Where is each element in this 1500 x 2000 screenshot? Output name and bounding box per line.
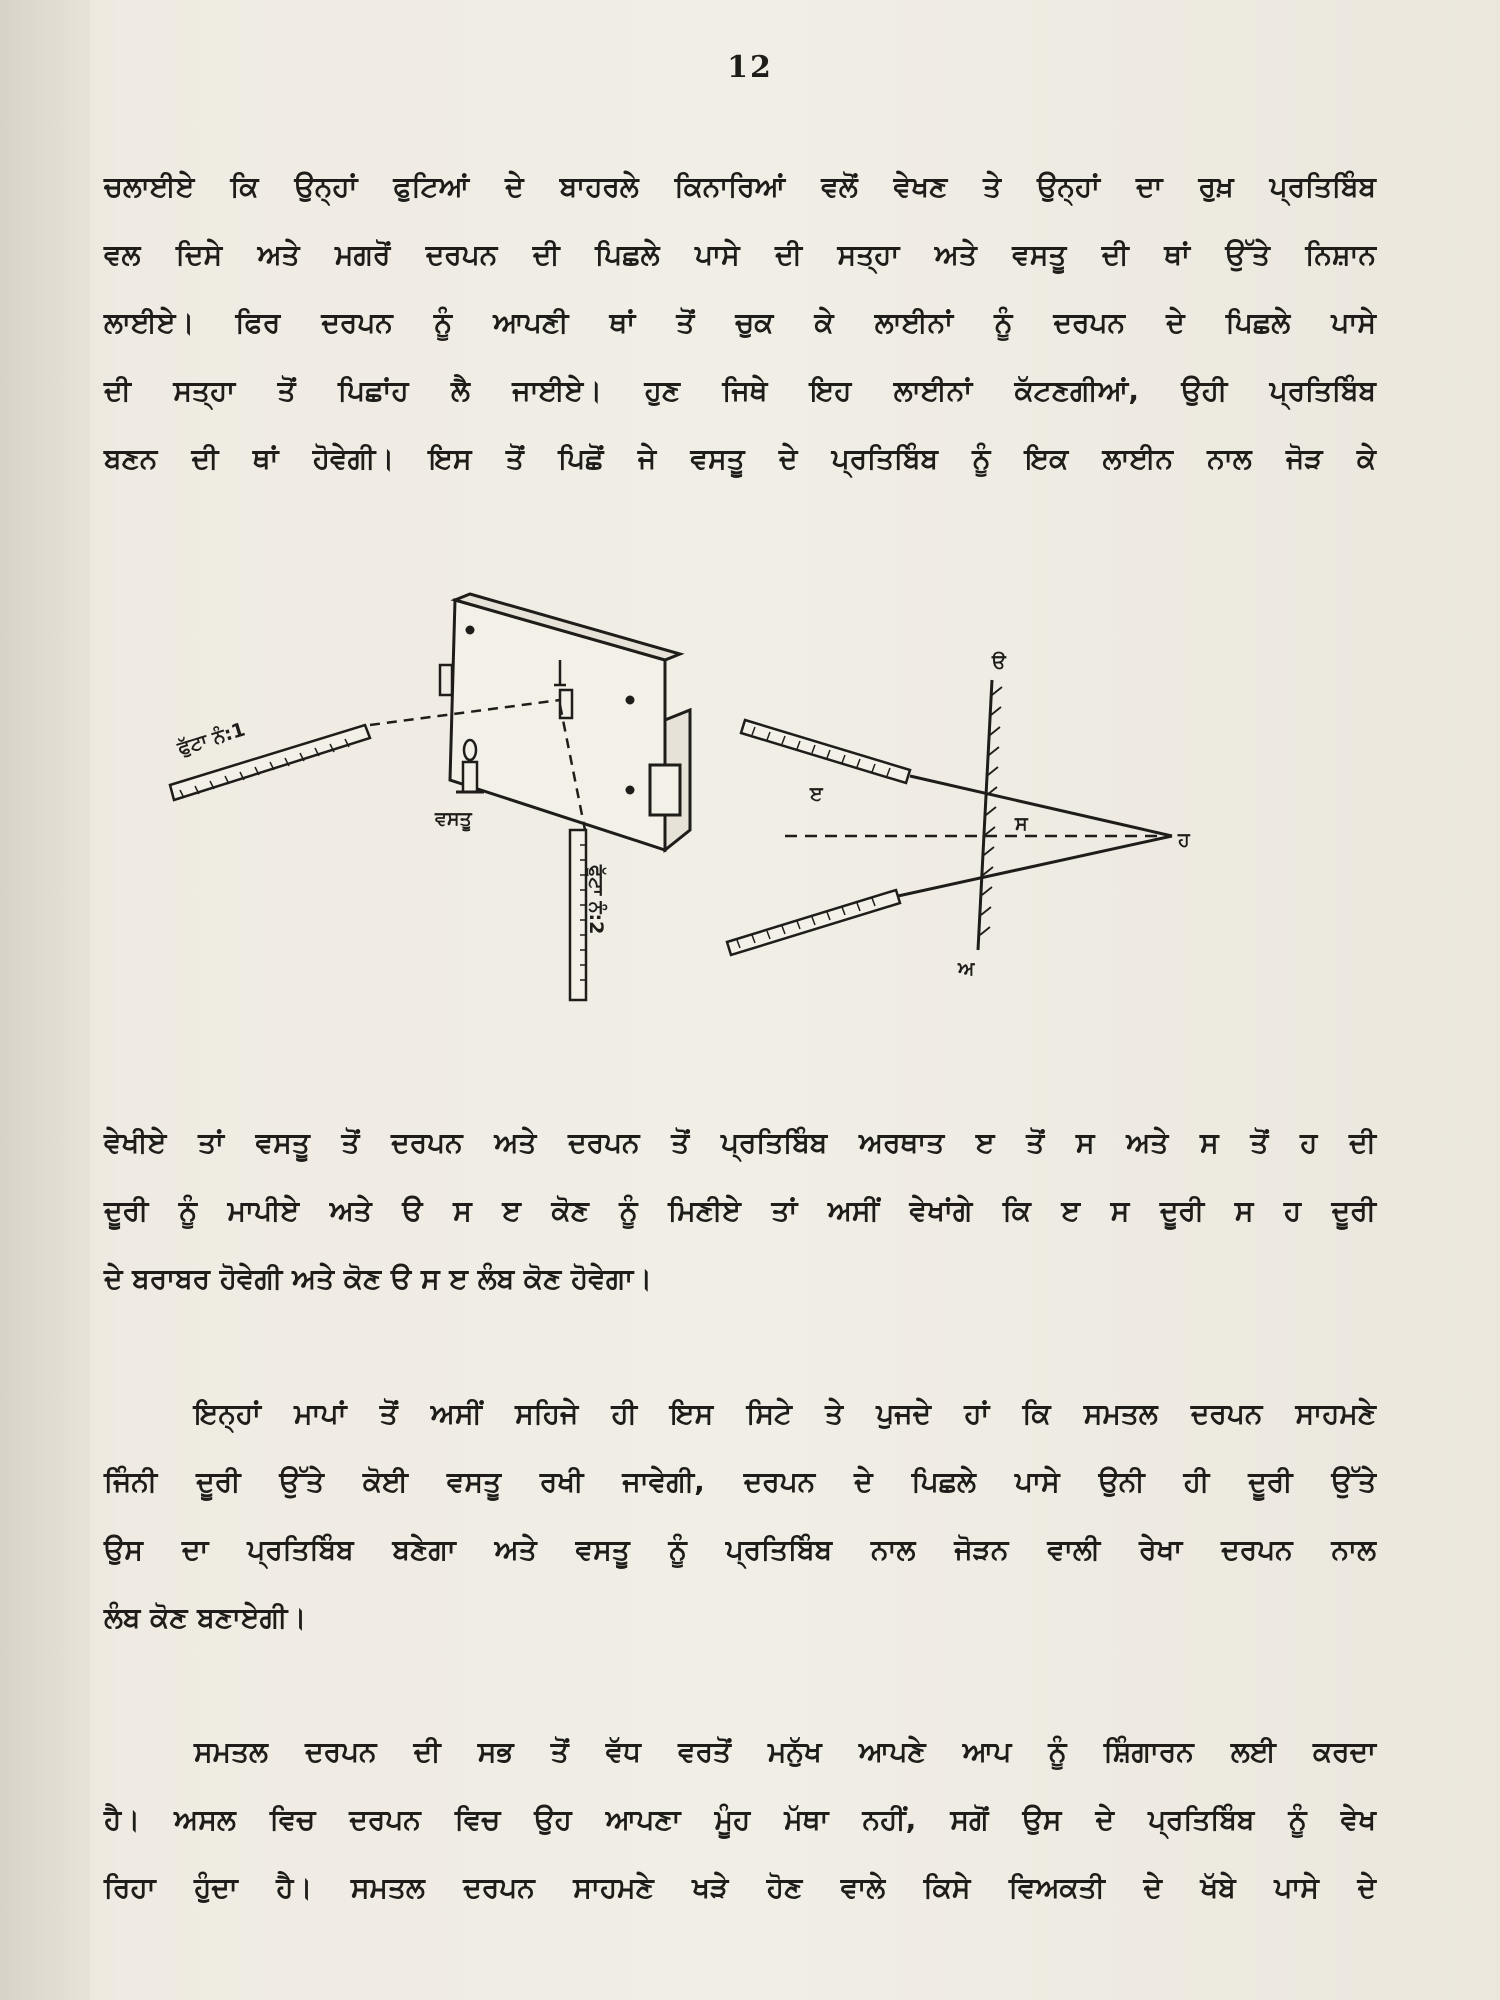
left-diagram xyxy=(170,594,690,1000)
text-line: ਬਣਨ ਦੀ ਥਾਂ ਹੋਵੇਗੀ। ਇਸ ਤੋਂ ਪਿਛੋਂ ਜੇ ਵਸਤੂ ਦੇ ਪ੍ਰਤਿਬਿੰਬ ਨੂੰ ਇਕ ਲਾਈਨ ਨਾਲ ਜੋੜ ਕੇ xyxy=(104,442,1376,475)
label-aira: ਅ xyxy=(958,958,975,980)
board-dot xyxy=(627,697,633,703)
page-spine-shadow xyxy=(0,0,90,2000)
label-iri: ੲ xyxy=(810,783,823,805)
label-sassa: ਸ xyxy=(1015,813,1028,835)
text-line: ਉਸ ਦਾ ਪ੍ਰਤਿਬਿੰਬ ਬਣੇਗਾ ਅਤੇ ਵਸਤੂ ਨੂੰ ਪ੍ਰਤਿਬਿੰਬ ਨਾਲ ਜੋੜਨ ਵਾਲੀ ਰੇਖਾ ਦਰਪਨ ਨਾਲ xyxy=(104,1533,1376,1566)
ruler-2 xyxy=(570,830,586,1000)
paragraph-3 xyxy=(104,1380,1376,1652)
page-number: 12 xyxy=(727,50,773,85)
text-line: ਲੰਬ ਕੋਣ ਬਣਾਏਗੀ। xyxy=(104,1601,307,1634)
paragraph-4 xyxy=(104,1718,1376,1922)
mirror-experiment-figure xyxy=(175,590,1250,1020)
paragraph-1 xyxy=(104,153,1376,493)
text-line: ਦੂਰੀ ਨੂੰ ਮਾਪੀਏ ਅਤੇ ੳ ਸ ੲ ਕੋਣ ਨੂੰ ਮਿਣੀਏ ਤਾਂ ਅਸੀਂ ਵੇਖਾਂਗੇ ਕਿ ੲ ਸ ਦੂਰੀ ਸ ਹ ਦੂਰੀ xyxy=(104,1194,1376,1227)
upper-ruler xyxy=(741,720,910,783)
stand-block xyxy=(650,765,680,815)
ray-upper xyxy=(910,776,1172,836)
text-line: ਚਲਾਈਏ ਕਿ ਉਨ੍ਹਾਂ ਫੁਟਿਆਂ ਦੇ ਬਾਹਰਲੇ ਕਿਨਾਰਿਆਂ ਵਲੋਂ ਵੇਖਣ ਤੇ ਉਨ੍ਹਾਂ ਦਾ ਰੁਖ਼ ਪ੍ਰਤਿਬਿੰਬ xyxy=(104,170,1376,203)
text-line: ਦੀ ਸਤ੍ਹਾ ਤੋਂ ਪਿਛਾਂਹ ਲੈ ਜਾਈਏ। ਹੁਣ ਜਿਥੇ ਇਹ ਲਾਈਨਾਂ ਕੱਟਣਗੀਆਂ, ਉਹੀ ਪ੍ਰਤਿਬਿੰਬ xyxy=(104,374,1376,407)
text-line: ਲਾਈਏ। ਫਿਰ ਦਰਪਨ ਨੂੰ ਆਪਣੀ ਥਾਂ ਤੋਂ ਚੁਕ ਕੇ ਲਾਈਨਾਂ ਨੂੰ ਦਰਪਨ ਦੇ ਪਿਛਲੇ ਪਾਸੇ xyxy=(104,306,1376,339)
board-dot xyxy=(467,627,473,633)
mirror-line xyxy=(978,680,992,950)
text-line: ਹੈ। ਅਸਲ ਵਿਚ ਦਰਪਨ ਵਿਚ ਉਹ ਆਪਣਾ ਮੂੰਹ ਮੱਥਾ ਨਹੀਂ, ਸਗੋਂ ਉਸ ਦੇ ਪ੍ਰਤਿਬਿੰਬ ਨੂੰ ਵੇਖ xyxy=(104,1803,1376,1836)
text-line: ਰਿਹਾ ਹੁੰਦਾ ਹੈ। ਸਮਤਲ ਦਰਪਨ ਸਾਹਮਣੇ ਖੜੇ ਹੋਣ ਵਾਲੇ ਕਿਸੇ ਵਿਅਕਤੀ ਦੇ ਖੱਬੇ ਪਾਸੇ ਦੇ xyxy=(104,1871,1376,1904)
figure-svg xyxy=(175,590,1250,1020)
text-line: ਵੇਖੀਏ ਤਾਂ ਵਸਤੂ ਤੋਂ ਦਰਪਨ ਅਤੇ ਦਰਪਨ ਤੋਂ ਪ੍ਰਤਿਬਿੰਬ ਅਰਥਾਤ ੲ ਤੋਂ ਸ ਅਤੇ ਸ ਤੋਂ ਹ ਦੀ xyxy=(104,1126,1376,1159)
text-line: ਇਨ੍ਹਾਂ ਮਾਪਾਂ ਤੋਂ ਅਸੀਂ ਸਹਿਜੇ ਹੀ ਇਸ ਸਿਟੇ ਤੇ ਪੁਜਦੇ ਹਾਂ ਕਿ ਸਮਤਲ ਦਰਪਨ ਸਾਹਮਣੇ xyxy=(194,1397,1376,1430)
mirror-board xyxy=(450,600,665,850)
ruler-2-label: ਫੁੱਟਾ ਨੰ:2 xyxy=(585,865,607,935)
ray-lower xyxy=(898,836,1172,896)
board-mark xyxy=(440,665,452,695)
ruler-1-label: ਫੁੱਟਾ ਨੰ:1 xyxy=(175,718,248,760)
right-diagram xyxy=(727,680,1172,955)
label-haha: ਹ xyxy=(1178,829,1190,851)
object-candle xyxy=(463,762,477,792)
text-line: ਸਮਤਲ ਦਰਪਨ ਦੀ ਸਭ ਤੋਂ ਵੱਧ ਵਰਤੋਂ ਮਨੁੱਖ ਆਪਣੇ ਆਪ ਨੂੰ ਸ਼ਿੰਗਾਰਨ ਲਈ ਕਰਦਾ xyxy=(194,1735,1376,1768)
text-line: ਦੇ ਬਰਾਬਰ ਹੋਵੇਗੀ ਅਤੇ ਕੋਣ ੳ ਸ ੲ ਲੰਬ ਕੋਣ ਹੋਵੇਗਾ। xyxy=(104,1262,653,1295)
paragraph-2 xyxy=(104,1109,1376,1313)
board-dot xyxy=(627,787,633,793)
text-line: ਜਿੰਨੀ ਦੂਰੀ ਉੱਤੇ ਕੋਈ ਵਸਤੂ ਰਖੀ ਜਾਵੇਗੀ, ਦਰਪਨ ਦੇ ਪਿਛਲੇ ਪਾਸੇ ਉਨੀ ਹੀ ਦੂਰੀ ਉੱਤੇ xyxy=(104,1465,1376,1498)
text-line: ਵਲ ਦਿਸੇ ਅਤੇ ਮਗਰੋਂ ਦਰਪਨ ਦੀ ਪਿਛਲੇ ਪਾਸੇ ਦੀ ਸਤ੍ਹਾ ਅਤੇ ਵਸਤੂ ਦੀ ਥਾਂ ਉੱਤੇ ਨਿਸ਼ਾਨ xyxy=(104,238,1376,271)
object-label: ਵਸਤੂ xyxy=(435,808,472,830)
label-oora: ੳ xyxy=(992,651,1006,673)
